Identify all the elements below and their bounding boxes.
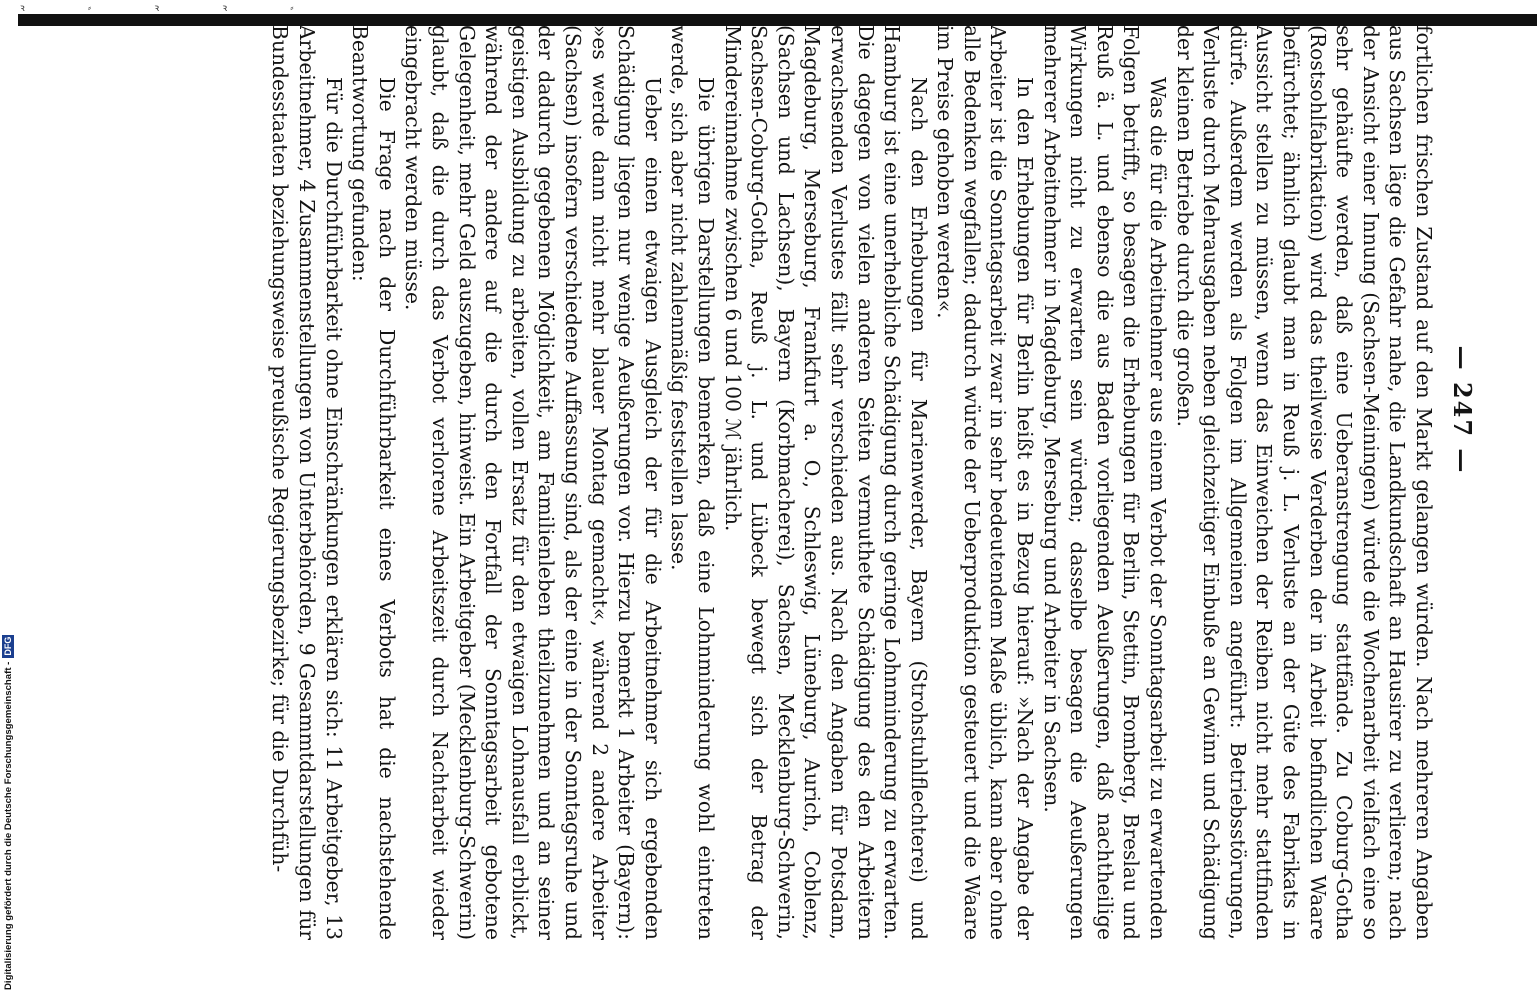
page-number: — 247 —: [1448, 345, 1477, 475]
paragraph: Ueber einen etwaigen Ausgleich der für die Arbeitnehmer sich ergebenden Schädigung liegen nur wenige Aeußerungen vor. Hierzu bemerkt 1 Arbeiter (Bayern): »es werde dann nicht mehr blauer Montag gemacht«, während 2 andere Arbeiter (Sachsen) insofern verschiedene Auffassung sind, als der eine in der Sonntagsruhe und der dadurch gegebenen Möglichkeit, am Familienleben theilzunehmen und an seiner geistigen Ausbildung zu arbeiten, vollen Ersatz für den etwaigen Lohnausfall erblickt, während der andere auf die durch den Fortfall der Sonntagsarbeit gebotene Gelegenheit, mehr Geld auszugeben, hinweist. Ein Arbeitgeber (Mecklenburg-Schwerin) glaubt, daß die durch das Verbot verlorene Arbeitszeit durch Nachtarbeit wieder eingebracht werden müsse.: [401, 25, 665, 940]
paragraph: Die Frage nach der Durchführbarkeit eines Verbots hat die nachstehende Beantwortung gefunden:: [348, 25, 399, 940]
paragraph: Was die für die Arbeitnehmer aus einem Verbot der Sonntagsarbeit zu erwartenden Folgen betrifft, so besagen die Erhebungen für Berlin, Stettin, Bromberg, Breslau und Reuß ä. L. und ebenso die aus Baden vorliegenden Aeußerungen, daß nachtheilige Wirkungen nicht zu erwarten sein würden; dasselbe besagen die Aeußerungen mehrerer Arbeitnehmer in Magdeburg, Merseburg und Arbeiter in Sachsen.: [1039, 25, 1171, 940]
scan-fragments: ꝛ ⸗ ꝛ ꝛ ⸗: [20, 3, 324, 12]
paragraph: Für die Durchführbarkeit ohne Einschränkungen erklären sich: 11 Arbeitgeber, 13 Arbeitnehmer, 4 Zusammenstellungen von Unterbehörden, 9 Gesammtdarstellungen für Bundesstaaten beziehungsweise preußische Regierungsbezirke; für die Durchfüh-: [268, 25, 346, 940]
dfg-attribution: [2, 0, 16, 1000]
attribution-text: Digitalisierung gefördert durch die Deutsche Forschungsgemeinschaft -: [3, 661, 14, 990]
attribution-text-line: [2, 590, 16, 990]
body-text: [7, 25, 1437, 940]
paragraph: In den Erhebungen für Berlin heißt es in Bezug hierauf: »Nach der Angabe der Arbeiter ist die Sonntagsarbeit zwar in sehr bedeutendem Maße üblich, kann aber ohne alle Bedenken wegfallen; dadurch würde der Ueberproduktion gesteuert und die Waare im Preise gehoben werden«.: [933, 25, 1038, 940]
dfg-logo: DFG: [3, 636, 13, 656]
paragraph: fortlichen frischen Zustand auf den Markt gelangen würden. Nach mehreren Angaben aus Sachsen läge die Gefahr nahe, die Landkundschaft an Hausirer zu verlieren; nach der Ansicht einer Innung (Sachsen-Meiningen) würde die Wochenarbeit vielfach eine so sehr gehäufte werden, daß eine Ueberanstrengung stattfände. Zu Coburg-Gotha (Rostsohlfabrikation) wird das theilweise Verderben der in Arbeit befindlichen Waare befürchtet; ähnlich glaubt man in Reuß j. L. Verluste an der Güte des Fabrikats in Aussicht stellen zu müssen, wenn das Einweichen der Reiben nicht mehr stattfinden dürfe. Außerdem werden als Folgen im Allgemeinen angeführt: Betriebsstörungen, Verluste durch Mehrausgaben neben gleichzeitiger Einbuße an Gewinn und Schädigung der kleinen Betriebe durch die großen.: [1172, 25, 1436, 940]
paragraph: Nach den Erhebungen für Marienwerder, Bayern (Strohstuhlflechterei) und Hamburg ist eine unerhebliche Schädigung durch geringe Lohnminderung zu erwarten. Die dagegen von vielen anderen Seiten vermuthete Schädigung des den Arbeitern erwachsenden Verlustes fällt sehr verschieden aus. Nach den Angaben für Potsdam, Magdeburg, Merseburg, Frankfurt a. O., Schleswig, Lüneburg, Aurich, Coblenz, (Sachsen und Lachsen), Bayern (Korbmacherei), Sachsen, Mecklenburg-Schwerin, Sachsen-Coburg-Gotha, Reuß j. L. und Lübeck bewegt sich der Betrag der Mindereinnahme zwischen 6 und 100 ℳ jährlich.: [720, 25, 931, 940]
paragraph: Die übrigen Darstellungen bemerken, daß eine Lohnminderung wohl eintreten werde, sich aber nicht zahlenmäßig feststellen lasse.: [667, 25, 718, 940]
